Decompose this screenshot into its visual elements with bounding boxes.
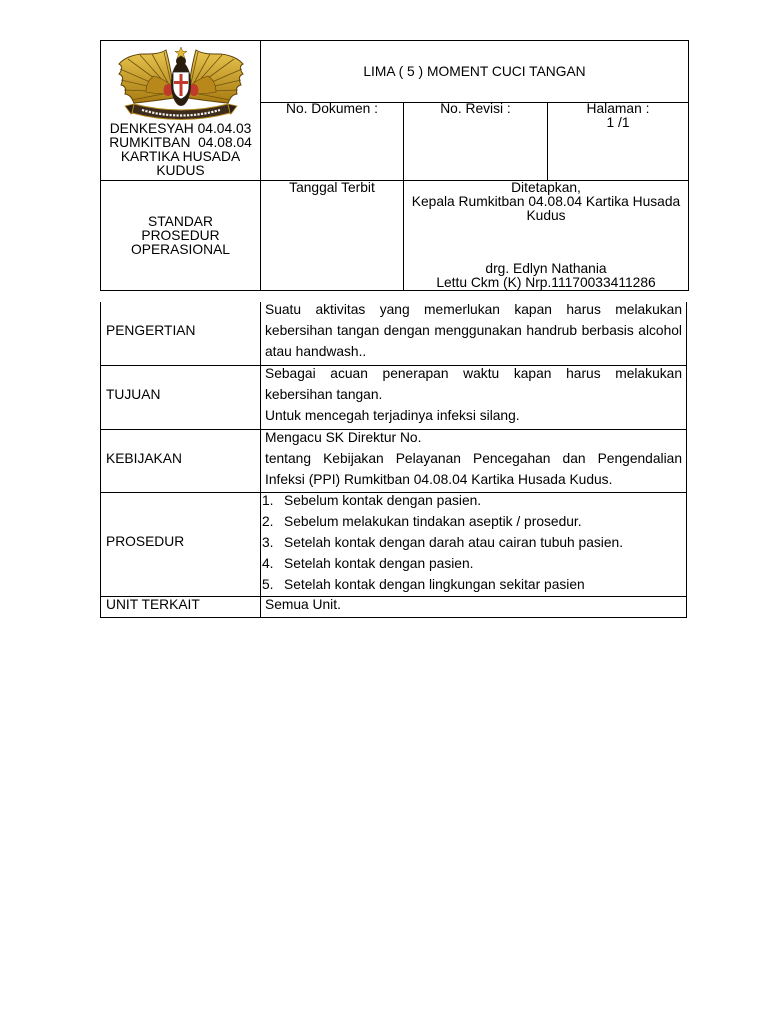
- org-line: RUMKITBAN 04.08.04: [109, 135, 252, 150]
- section-paragraph: [265, 363, 682, 426]
- page-value: 1 /1: [606, 115, 630, 130]
- approval-line: Kudus: [526, 208, 566, 223]
- revision-cell: [403, 102, 548, 181]
- document-title: LIMA ( 5 ) MOMENT CUCI TANGAN: [363, 63, 586, 79]
- document-title-cell: [260, 40, 689, 103]
- section-text-cell: [260, 596, 687, 618]
- section-text-line: atau handwash..: [265, 344, 367, 359]
- procedure-step: [262, 574, 682, 595]
- section-text-line: kebersihan tangan.: [265, 387, 383, 402]
- document-number-cell: [260, 102, 404, 181]
- section-text-line: kebersihan tangan dengan menggunakan handrub berbasis alcohol: [265, 323, 682, 338]
- procedure-step: [262, 532, 682, 553]
- step-text: Setelah kontak dengan lingkungan sekitar pasien: [284, 577, 585, 592]
- organization-name: [109, 122, 252, 178]
- org-line: KARTIKA HUSADA: [120, 149, 241, 164]
- procedure-step: [262, 553, 682, 574]
- issue-date-cell: [260, 180, 404, 291]
- section-label: PROSEDUR: [106, 534, 185, 549]
- step-number: 3.: [262, 535, 274, 550]
- signature-block: [404, 262, 688, 290]
- approval-block: [404, 181, 688, 223]
- section-paragraph: [265, 299, 682, 362]
- section-label-cell: [100, 492, 261, 597]
- right-wing: [188, 50, 243, 103]
- section-text-line: Sebagai acuan penerapan waktu kapan harus melakukan: [265, 366, 682, 381]
- section-paragraph: [265, 594, 682, 615]
- org-line: KUDUS: [156, 163, 205, 178]
- section-text-cell: [260, 429, 687, 493]
- section-text-line: Infeksi (PPI) Rumkitban 04.08.04 Kartika Husada Kudus.: [265, 472, 613, 487]
- section-label-cell: [100, 596, 261, 618]
- section-text-cell: [260, 365, 687, 430]
- approval-line: Kepala Rumkitban 04.08.04 Kartika Husada: [411, 194, 681, 209]
- step-text: Setelah kontak dengan pasien.: [284, 556, 474, 571]
- section-text-line: Suatu aktivitas yang memerlukan kapan harus melakukan: [265, 302, 682, 317]
- section-text-cell: [260, 302, 687, 366]
- section-text-line: Semua Unit.: [265, 597, 341, 612]
- section-label: TUJUAN: [106, 387, 161, 402]
- sop-cell: [100, 180, 261, 291]
- step-number: 2.: [262, 514, 274, 529]
- emblem-icon: [116, 44, 246, 122]
- step-text: Sebelum kontak dengan pasien.: [284, 493, 482, 508]
- section-label-cell: [100, 429, 261, 493]
- banner: [125, 104, 237, 120]
- section-label: UNIT TERKAIT: [106, 596, 200, 612]
- sop-line: PROSEDUR: [141, 227, 220, 243]
- step-number: 5.: [262, 577, 274, 592]
- step-number: 1.: [262, 493, 274, 508]
- procedure-step: [262, 511, 682, 532]
- step-text: Sebelum melakukan tindakan aseptik / prosedur.: [284, 514, 582, 529]
- section-label: KEBIJAKAN: [106, 450, 182, 466]
- sop-line: STANDAR: [148, 213, 213, 229]
- issue-date-label: Tanggal Terbit: [289, 180, 375, 195]
- procedure-step: [262, 490, 682, 511]
- signatory-name: drg. Edlyn Nathania: [485, 261, 607, 276]
- left-wing: [119, 50, 174, 103]
- revision-label: No. Revisi :: [440, 101, 511, 116]
- section-text-line: tentang Kebijakan Pelayanan Pencegahan dan Pengendalian: [265, 451, 682, 466]
- document-number-label: No. Dokumen :: [285, 101, 379, 116]
- approval-line: Ditetapkan,: [511, 180, 581, 195]
- procedure-steps: [262, 490, 682, 595]
- organization-cell: [100, 40, 261, 181]
- step-number: 4.: [262, 556, 274, 571]
- step-text: Setelah kontak dengan darah atau cairan tubuh pasien.: [284, 535, 624, 550]
- section-label-cell: [100, 365, 261, 430]
- section-text-line: Untuk mencegah terjadinya infeksi silang.: [265, 408, 520, 423]
- signatory-id: Lettu Ckm (K) Nrp.11170033411286: [436, 275, 656, 290]
- page-cell: [547, 102, 689, 181]
- sop-line: OPERASIONAL: [131, 241, 230, 257]
- section-text-cell: [260, 492, 687, 597]
- section-paragraph: [265, 427, 682, 490]
- org-line: DENKESYAH 04.04.03: [109, 121, 252, 136]
- approval-cell: [403, 180, 689, 291]
- section-label-cell: [100, 302, 261, 366]
- shield: [173, 72, 189, 99]
- section-text-line: Mengacu SK Direktur No.: [265, 430, 422, 445]
- section-label: PENGERTIAN: [106, 323, 196, 338]
- page-label: Halaman :: [586, 101, 650, 116]
